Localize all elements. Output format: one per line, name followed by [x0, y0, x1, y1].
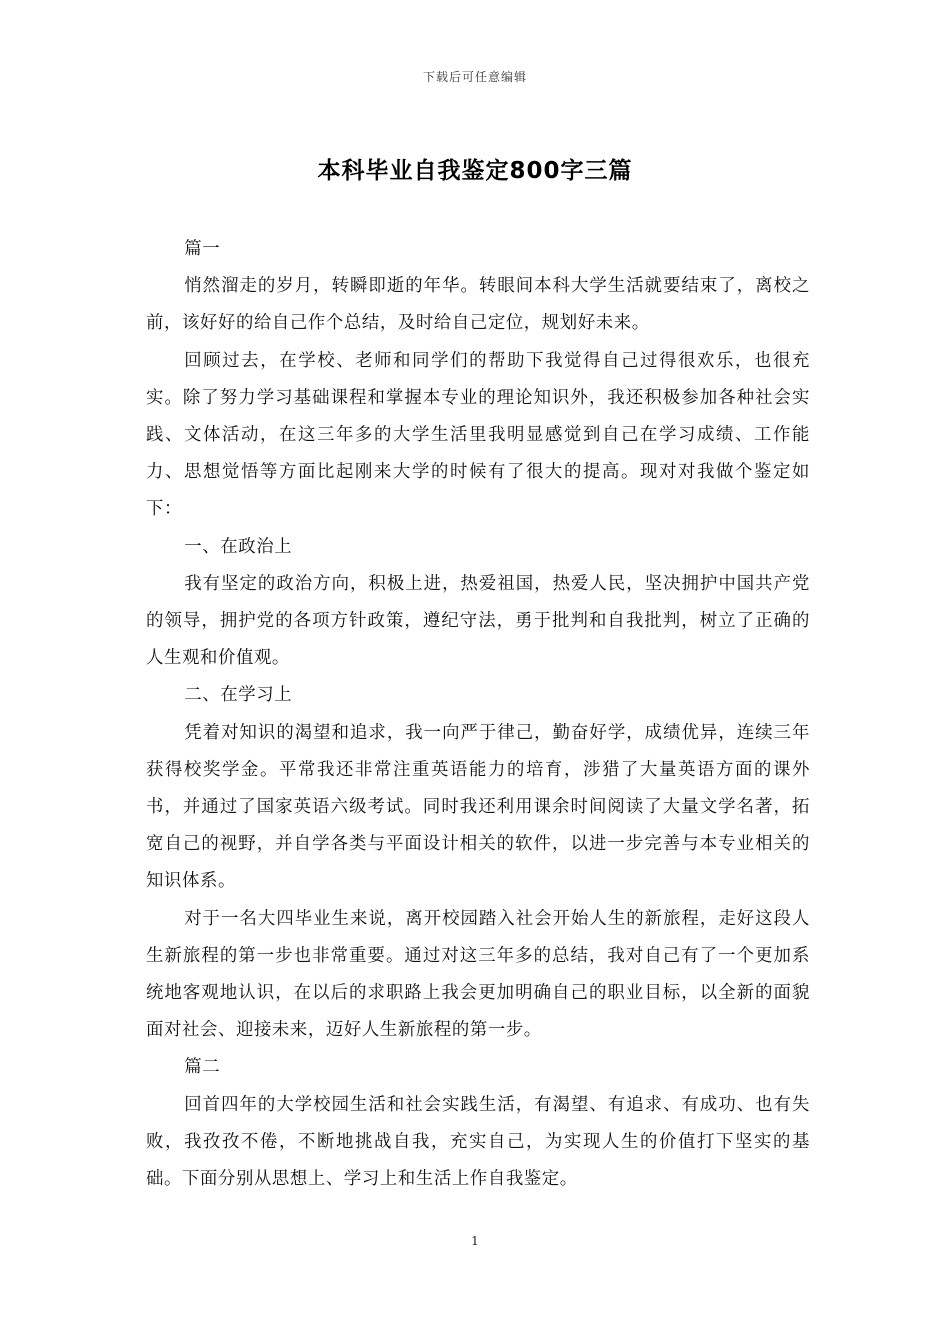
body-paragraph: 回首四年的大学校园生活和社会实践生活，有渴望、有追求、有成功、也有失败，我孜孜不倦，不断地挑战自我，充实自己，为实现人生的价值打下坚实的基础。下面分别从思想上、学习上和生活上作自我鉴定。 [146, 1094, 810, 1190]
document-title: 本科毕业自我鉴定800字三篇 [317, 158, 633, 184]
body-paragraph: 凭着对知识的渴望和追求，我一向严于律己，勤奋好学，成绩优异，连续三年获得校奖学金。平常我还非常注重英语能力的培育，涉猎了大量英语方面的课外书，并通过了国家英语六级考试。同时我还利用课余时间阅读了大量文学名著，拓宽自己的视野，并自学各类与平面设计相关的软件，以进一步完善与本专业相关的知识体系。 [146, 722, 810, 892]
section-heading-part-one: 篇一 [184, 239, 221, 259]
body-paragraph: 对于一名大四毕业生来说，离开校园踏入社会开始人生的新旅程，走好这段人生新旅程的第一步也非常重要。通过对这三年多的总结，我对自己有了一个更加系统地客观地认识，在以后的求职路上我会更加明确自己的职业目标，以全新的面貌面对社会、迎接未来，迈好人生新旅程的第一步。 [146, 908, 810, 1041]
subheading-politics: 一、在政治上 [184, 536, 293, 557]
page-number: 1 [471, 1234, 479, 1248]
body-paragraph: 悄然溜走的岁月，转瞬即逝的年华。转眼间本科大学生活就要结束了，离校之前，该好好的给自己作个总结，及时给自己定位，规划好未来。 [146, 276, 810, 334]
body-paragraph: 我有坚定的政治方向，积极上进，热爱祖国，热爱人民，坚决拥护中国共产党的领导，拥护党的各项方针政策，遵纪守法，勇于批判和自我批判，树立了正确的人生观和价值观。 [146, 573, 810, 669]
document-body [146, 231, 810, 1198]
body-paragraph: 回顾过去，在学校、老师和同学们的帮助下我觉得自己过得很欢乐，也很充实。除了努力学习基础课程和掌握本专业的理论知识外，我还积极参加各种社会实践、文体活动，在这三年多的大学生活里我明显感觉到自己在学习成绩、工作能力、思想觉悟等方面比起刚来大学的时候有了很大的提高。现对对我做个鉴定如下： [146, 350, 810, 520]
section-heading-part-two: 篇二 [184, 1057, 221, 1078]
header-note: 下载后可任意编辑 [422, 70, 527, 84]
subheading-study: 二、在学习上 [184, 685, 293, 706]
